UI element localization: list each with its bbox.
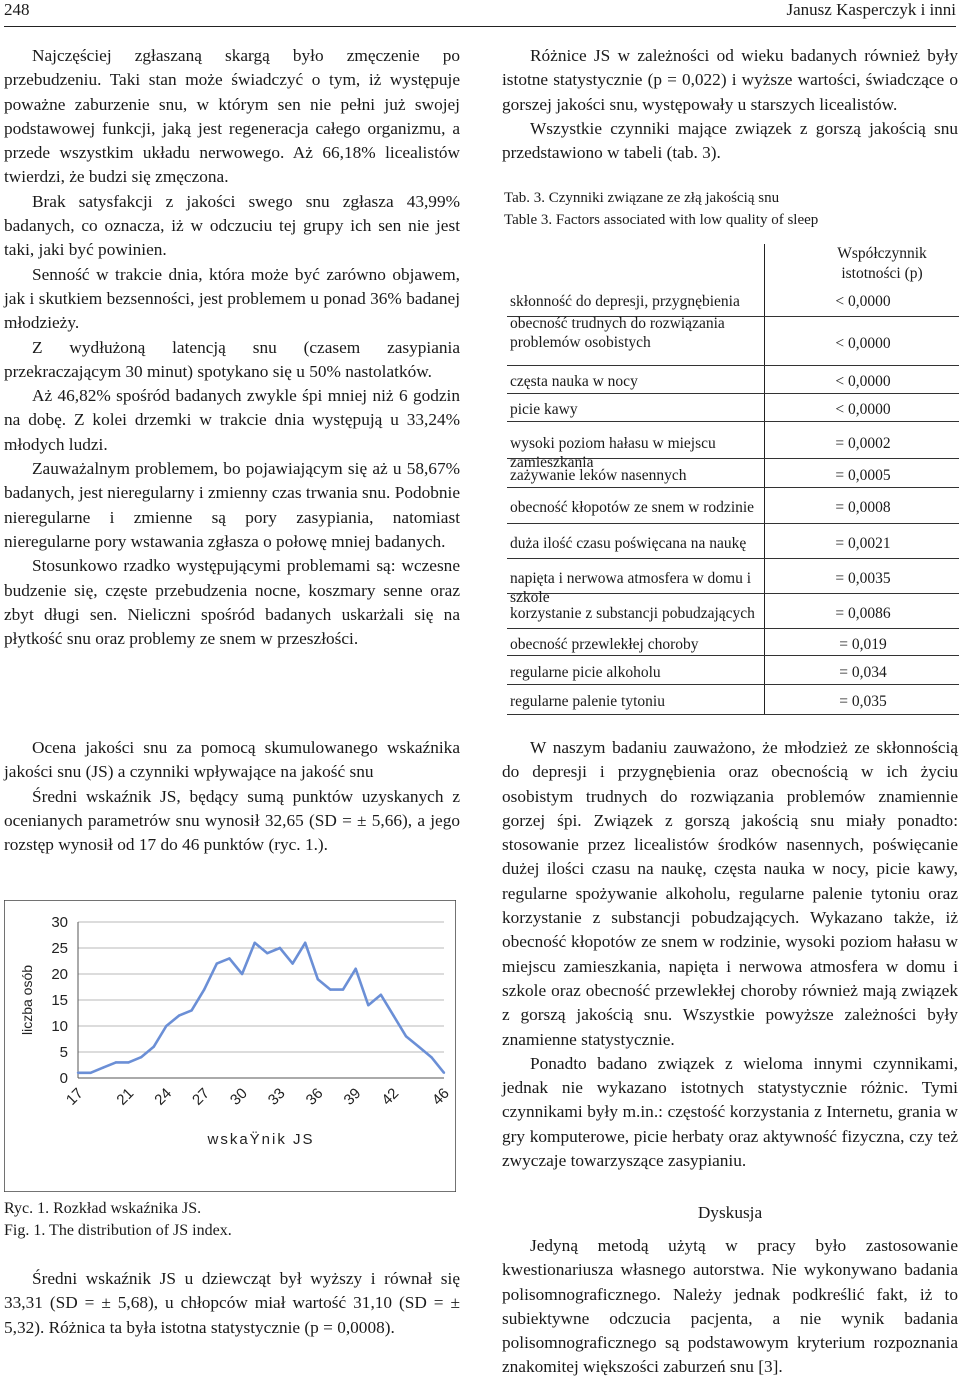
- data-point: [178, 1014, 180, 1016]
- page-header: [4, 0, 956, 27]
- y-tick-label: 20: [51, 966, 68, 983]
- figure-caption-en: Fig. 1. The distribution of JS index.: [4, 1222, 232, 1239]
- paragraph: Średni wskaźnik JS, będący sumą punktów uzyskanych z ocenianych parametrów snu wynosił 32,65 (SD = ± 5,66), a jego rozstęp wynosił od 17 do 46 punktów (ryc. 1.).: [4, 786, 460, 855]
- y-tick-label: 5: [59, 1044, 68, 1061]
- x-tick-label: 24: [151, 1084, 176, 1109]
- table-cell-factor: regularne palenie tytoniu: [510, 692, 665, 710]
- table-cell-factor: picie kawy: [510, 401, 578, 418]
- data-point: [266, 952, 268, 954]
- table-cell-p: = 0,034: [839, 663, 887, 681]
- data-point: [153, 1046, 155, 1048]
- y-tick-label: 30: [51, 914, 68, 931]
- table-cell-factor: częsta nauka w nocy: [510, 373, 638, 390]
- table-cell-p: < 0,0000: [835, 373, 891, 390]
- x-tick-label: 36: [302, 1084, 327, 1109]
- paragraph: Różnice JS w zależności od wieku badanych również były istotne statystycznie (p = 0,022) i wyższe wartości, świadczące o gorszej jakości snu, występowały u starszych licealistów.: [502, 46, 958, 114]
- paragraph: Najczęściej zgłaszaną skargą było zmęczenie po przebudzeniu. Taki stan może świadczyć o tym, iż występuje poważne zaburzenie snu, w którym sen nie pełni już swojej podstawowej funkcji, jaką jest regeneracja całego organizmu, a przede wszystkim układu nerwowego. Aż 66,18% licealistów twierdzi, że budzi się zmęczona.: [4, 46, 460, 187]
- paragraph: Ponadto badano związek z wieloma innymi czynnikami, jednak nie wykazano istotnych statystycznie różnic. Tymi czynnikami były m.in.: częstość korzystania z Internetu, grania w gry komputerowe, picie herbaty oraz aktywność fizyczna, czy też zwyczaje towarzyszące zasypianiu.: [502, 1053, 958, 1171]
- data-point: [241, 973, 243, 975]
- table-caption-en: Table 3. Factors associated with low quality of sleep: [504, 212, 819, 228]
- table-cell-factor: regularne picie alkoholu: [510, 663, 661, 681]
- table-cell-p: < 0,0000: [835, 401, 891, 418]
- table-row: [507, 372, 959, 394]
- left-column-middle: [4, 736, 460, 857]
- table-cell-factor: obecność przewlekłej choroby: [510, 636, 699, 653]
- table-row: [507, 690, 959, 715]
- data-point: [354, 968, 356, 970]
- data-point: [279, 947, 281, 949]
- y-tick-label: 10: [51, 1018, 68, 1035]
- chart-frame: [4, 900, 456, 1192]
- data-point: [418, 1046, 420, 1048]
- table-row: [507, 530, 959, 559]
- y-tick-label: 0: [59, 1070, 68, 1087]
- right-column-top: [502, 44, 958, 165]
- data-point: [430, 1056, 432, 1058]
- paragraph: Senność w trakcie dnia, która może być zarówno objawem, jak i skutkiem bezsenności, jest problemem u ponad 36% badanej młodzieży.: [4, 264, 460, 333]
- data-point: [203, 988, 205, 990]
- table-row: [507, 315, 959, 366]
- js-distribution-chart: [4, 900, 456, 1192]
- table-row: [507, 600, 959, 629]
- data-point: [317, 978, 319, 980]
- section-subheading: Ocena jakości snu za pomocą skumulowanego wskaźnika jakości snu (JS) a czynniki wpływające na jakość snu: [4, 738, 460, 782]
- data-point: [165, 1025, 167, 1027]
- paragraph: Wszystkie czynniki mające związek z gorszą jakością snu przedstawiono w tabeli (tab. 3).: [502, 118, 958, 163]
- table-cell-p: = 0,0086: [835, 604, 891, 622]
- y-tick-label: 25: [51, 940, 68, 957]
- table-cell-factor: napięta i nerwowa atmosfera w domu i szkole: [510, 569, 752, 606]
- data-point: [405, 1035, 407, 1037]
- x-tick-label: 21: [113, 1084, 138, 1109]
- x-tick-label: 39: [340, 1084, 365, 1109]
- x-tick-label: 17: [62, 1084, 87, 1109]
- table-cell-factor: zażywanie leków nasennych: [510, 466, 687, 484]
- x-tick-label: 27: [189, 1084, 213, 1109]
- x-tick-label: 42: [378, 1084, 403, 1109]
- x-tick-label: 30: [226, 1084, 251, 1109]
- table-row: [507, 662, 959, 685]
- discussion-body: [502, 1234, 958, 1380]
- data-point: [304, 942, 306, 944]
- data-point: [216, 962, 218, 964]
- table-cell-factor: obecność trudnych do rozwiązania problemów osobistych: [510, 315, 725, 351]
- table-cell-p: = 0,035: [839, 692, 887, 710]
- x-tick-label: 33: [264, 1084, 289, 1109]
- figure-caption-pl: Ryc. 1. Rozkład wskaźnika JS.: [4, 1200, 202, 1217]
- y-tick-label: 15: [51, 992, 68, 1009]
- table-cell-factor: wysoki poziom hałasu w miejscu zamieszkania: [510, 435, 716, 471]
- data-point: [190, 1009, 192, 1011]
- table-row: [507, 465, 959, 488]
- chart-svg: [4, 900, 456, 1192]
- table-caption-pl: Tab. 3. Czynniki związane ze złą jakością snu: [504, 190, 780, 206]
- table-cell-factor: skłonność do depresji, przygnębienia: [510, 292, 740, 310]
- table-row: [507, 635, 959, 656]
- y-axis-title: liczba osób: [19, 964, 35, 1036]
- paragraph: Aż 46,82% spośród badanych zwykle śpi mniej niż 6 godzin na dobę. Z kolei drzemki w trakcie dnia występują u 33,24% młodych ludzi.: [4, 386, 460, 454]
- data-point: [392, 1014, 394, 1016]
- left-column-bottom: [4, 1267, 460, 1340]
- running-title: Janusz Kasperczyk i inni: [786, 0, 956, 19]
- table-cell-p: < 0,0000: [835, 292, 891, 310]
- data-point: [102, 1066, 104, 1068]
- data-point: [380, 994, 382, 996]
- table-row: [507, 400, 959, 422]
- data-point: [342, 988, 344, 990]
- table-column-header: Współczynnik istotności (p): [837, 245, 927, 282]
- data-point: [115, 1061, 117, 1063]
- table-cell-p: = 0,0021: [835, 534, 891, 552]
- table-cell-p: = 0,0002: [835, 435, 891, 452]
- right-column-bottom: [502, 736, 958, 1173]
- table-row: [507, 431, 959, 471]
- table-cell-factor: korzystanie z substancji pobudzających: [510, 604, 755, 622]
- paragraph: Brak satysfakcji z jakości swego snu zgłasza 43,99% badanych, co oznacza, iż w odczuciu tej grupy ich sen nie jest taki, jaki być powinien.: [4, 191, 460, 260]
- paragraph: Z wydłużoną latencją snu (czasem zasypiania przekraczającym 30 minut) spotykano się u 50% nastolatków.: [4, 337, 460, 381]
- data-point: [291, 962, 293, 964]
- data-point: [367, 1004, 369, 1006]
- table-row: [507, 494, 959, 524]
- data-point: [228, 957, 230, 959]
- x-axis-title: wskaŸnik JS: [207, 1131, 315, 1148]
- x-tick-label: 46: [428, 1084, 453, 1109]
- table-cell-factor: obecność kłopotów ze snem w rodzinie: [510, 499, 755, 516]
- paragraph: W naszym badaniu zauważono, że młodzież ze skłonnością do depresji i przygnębienia oraz obecnością w ich życiu osobistym trudnych do rozwiązania problemów znamiennie gorzej śpi. Związek z gorszą jakością snu miały ponadto: stosowanie przez licealistów środków nasennych, poświęcanie dużej ilości czasu na naukę, częsta nauka w nocy, picie kawy, regularne spożywanie alkoholu, regularne palenie tytoniu oraz korzystanie z substancji pobudzających. Wykazano także, iż obecność kłopotów ze snem w rodzinie, wysoki poziom hałasu w miejscu zamieszkania, napięta i nerwowa atmosfera w domu i szkole oraz obecność przewlekłej choroby również mają związek z gorszą jakością snu. Wszystkie powyższe zależności były znamienne statystycznie.: [502, 738, 958, 1049]
- table-cell-p: = 0,0005: [835, 466, 891, 484]
- discussion-heading: Dyskusja: [697, 1203, 763, 1222]
- paragraph: Stosunkowo rzadko występującymi problemami są: wczesne budzenie się, częste przebudzenia nocne, koszmary senne oraz zbyt długi sen. Nieliczni spośród badanych uskarżali się na płytkość snu oraz problemy ze snem w przeszłości.: [4, 556, 460, 649]
- data-point: [329, 988, 331, 990]
- data-point: [443, 1072, 445, 1074]
- table-cell-p: = 0,019: [839, 635, 887, 653]
- page-number: 248: [4, 0, 30, 19]
- data-point: [127, 1061, 129, 1063]
- left-column-top: [4, 44, 460, 651]
- table-cell-p: < 0,0000: [835, 334, 891, 352]
- data-point: [89, 1072, 91, 1074]
- data-point: [253, 942, 255, 944]
- data-point: [77, 1072, 79, 1074]
- paragraph: Średni wskaźnik JS u dziewcząt był wyższy i równał się 33,31 (SD = ± 5,68), u chłopców miał wartość 31,10 (SD = ± 5,32). Różnica ta była istotna statystycznie (p = 0,0008).: [4, 1269, 460, 1337]
- table-cell-p: = 0,0008: [835, 499, 891, 516]
- table-row: [507, 565, 959, 606]
- paragraph: Zauważalnym problemem, bo pojawiającym się aż u 58,67% badanych, jest nieregularny i zmienny czas trwania snu. Podobnie nieregularne i zmienne są pory zasypiania, natomiast nieregularne pory wstawania zgłasza o połowę mniej badanych.: [4, 459, 460, 551]
- data-point: [140, 1056, 142, 1058]
- table-cell-p: = 0,0035: [835, 569, 891, 587]
- table-cell-factor: duża ilość czasu poświęcana na naukę: [510, 534, 747, 552]
- paragraph: Jedyną metodą użytą w pracy było zastosowanie kwestionariusza własnego autorstwa. Nie wykonywano badania polisomnograficznego. Należy jednak podkreślić fakt, iż to subiektywne odczucia pacjenta, a nie wynik badania polisomnograficznego są podstawowym kryterium rozpoznania znakomitej większości zaburzeń snu [3].: [502, 1236, 958, 1377]
- table-row: [507, 288, 959, 317]
